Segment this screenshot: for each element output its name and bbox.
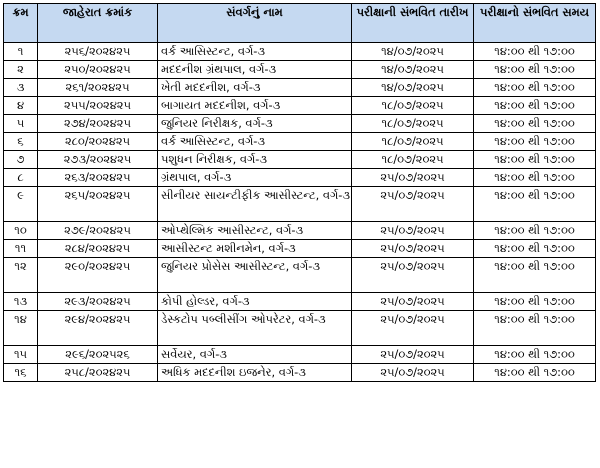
- header-post-name: સંવર્ગનું નામ: [158, 4, 352, 43]
- table-body: [4, 43, 596, 382]
- exam-time-cell: ૧૪:૦૦ થી ૧૭:૦૦: [474, 346, 596, 364]
- serial-cell: ૧૬: [4, 364, 38, 382]
- exam-time-cell: ૧૪:૦૦ થી ૧૭:૦૦: [474, 43, 596, 61]
- serial-cell: ૬: [4, 133, 38, 151]
- post-name-cell: જુનિયર પ્રોસેસ આસીસ્ટન્ટ, વર્ગ-૩: [158, 258, 352, 293]
- exam-time-cell: ૧૪:૦૦ થી ૧૭:૦૦: [474, 293, 596, 311]
- exam-date-cell: ૧૮/૦૭/૨૦૨૫: [352, 115, 474, 133]
- advertisement-number-cell: ૨૫૫/૨૦૨૪૨૫: [38, 97, 158, 115]
- advertisement-number-cell: ૨૬૫/૨૦૨૪૨૫: [38, 187, 158, 222]
- advertisement-number-cell: ૨૬૧/૨૦૨૪૨૫: [38, 79, 158, 97]
- exam-date-cell: ૨૫/૦૭/૨૦૨૫: [352, 346, 474, 364]
- table-row: [4, 222, 596, 240]
- serial-cell: ૫: [4, 115, 38, 133]
- exam-date-cell: ૧૪/૦૭/૨૦૨૫: [352, 43, 474, 61]
- exam-date-cell: ૨૫/૦૭/૨૦૨૫: [352, 311, 474, 346]
- exam-date-cell: ૨૫/૦૭/૨૦૨૫: [352, 258, 474, 293]
- advertisement-number-cell: ૨૫૦/૨૦૨૪૨૫: [38, 61, 158, 79]
- exam-schedule-table: [3, 3, 596, 382]
- post-name-cell: વર્ક આસિસ્ટન્ટ, વર્ગ-૩: [158, 133, 352, 151]
- advertisement-number-cell: ૨૮૪/૨૦૨૪૨૫: [38, 240, 158, 258]
- post-name-cell: આસીસ્ટન્ટ મશીનમેન, વર્ગ-૩: [158, 240, 352, 258]
- serial-cell: ૧૪: [4, 311, 38, 346]
- exam-time-cell: ૧૪:૦૦ થી ૧૭:૦૦: [474, 169, 596, 187]
- serial-cell: ૯: [4, 187, 38, 222]
- exam-date-cell: ૨૫/૦૭/૨૦૨૫: [352, 187, 474, 222]
- table-row: [4, 240, 596, 258]
- post-name-cell: જુનિયર નિરીક્ષક, વર્ગ-૩: [158, 115, 352, 133]
- exam-time-cell: ૧૪:૦૦ થી ૧૭:૦૦: [474, 240, 596, 258]
- table-row: [4, 115, 596, 133]
- serial-cell: ૧૧: [4, 240, 38, 258]
- table-row: [4, 133, 596, 151]
- advertisement-number-cell: ૨૭૩/૨૦૨૪૨૫: [38, 151, 158, 169]
- table-row: [4, 293, 596, 311]
- table-row: [4, 79, 596, 97]
- header-exam-date: પરીક્ષાની સંભવિત તારીખ: [352, 4, 474, 43]
- table-row: [4, 311, 596, 346]
- exam-date-cell: ૨૫/૦૭/૨૦૨૫: [352, 222, 474, 240]
- advertisement-number-cell: ૨૯૬/૨૦૨૫૨૬: [38, 346, 158, 364]
- table-row: [4, 97, 596, 115]
- table-row: [4, 364, 596, 382]
- exam-time-cell: ૧૪:૦૦ થી ૧૭:૦૦: [474, 258, 596, 293]
- post-name-cell: કોપી હોલ્ડર, વર્ગ-૩: [158, 293, 352, 311]
- header-serial: ક્રમ: [4, 4, 38, 43]
- post-name-cell: ડેસ્કટોપ પબ્લીસીંગ ઓપરેટર, વર્ગ-૩: [158, 311, 352, 346]
- header-advertisement-number: જાહેરાત ક્રમાંક: [38, 4, 158, 43]
- table-row: [4, 169, 596, 187]
- table-row: [4, 43, 596, 61]
- table-row: [4, 61, 596, 79]
- post-name-cell: મદદનીશ ગ્રંથપાલ, વર્ગ-૩: [158, 61, 352, 79]
- post-name-cell: સીનીયર સાયન્ટીફીક આસીસ્ટન્ટ, વર્ગ-૩: [158, 187, 352, 222]
- serial-cell: ૭: [4, 151, 38, 169]
- exam-time-cell: ૧૪:૦૦ થી ૧૭:૦૦: [474, 133, 596, 151]
- exam-time-cell: ૧૪:૦૦ થી ૧૭:૦૦: [474, 61, 596, 79]
- exam-date-cell: ૨૫/૦૭/૨૦૨૫: [352, 169, 474, 187]
- exam-date-cell: ૧૮/૦૭/૨૦૨૫: [352, 133, 474, 151]
- advertisement-number-cell: ૨૫૬/૨૦૨૪૨૫: [38, 43, 158, 61]
- exam-time-cell: ૧૪:૦૦ થી ૧૭:૦૦: [474, 97, 596, 115]
- post-name-cell: બાગાયત મદદનીશ, વર્ગ-૩: [158, 97, 352, 115]
- exam-time-cell: ૧૪:૦૦ થી ૧૭:૦૦: [474, 311, 596, 346]
- serial-cell: ૧૦: [4, 222, 38, 240]
- table-row: [4, 346, 596, 364]
- advertisement-number-cell: ૨૭૯/૨૦૨૪૨૫: [38, 222, 158, 240]
- advertisement-number-cell: ૨૯૦/૨૦૨૪૨૫: [38, 258, 158, 293]
- table-row: [4, 258, 596, 293]
- header-row: [4, 4, 596, 43]
- exam-date-cell: ૧૪/૦૭/૨૦૨૫: [352, 61, 474, 79]
- exam-time-cell: ૧૪:૦૦ થી ૧૭:૦૦: [474, 115, 596, 133]
- exam-time-cell: ૧૪:૦૦ થી ૧૭:૦૦: [474, 364, 596, 382]
- advertisement-number-cell: ૨૭૪/૨૦૨૪૨૫: [38, 115, 158, 133]
- table-row: [4, 187, 596, 222]
- exam-date-cell: ૨૫/૦૭/૨૦૨૫: [352, 240, 474, 258]
- exam-time-cell: ૧૪:૦૦ થી ૧૭:૦૦: [474, 222, 596, 240]
- serial-cell: ૨: [4, 61, 38, 79]
- serial-cell: ૧૨: [4, 258, 38, 293]
- serial-cell: ૪: [4, 97, 38, 115]
- serial-cell: ૩: [4, 79, 38, 97]
- exam-time-cell: ૧૪:૦૦ થી ૧૭:૦૦: [474, 187, 596, 222]
- serial-cell: ૧: [4, 43, 38, 61]
- post-name-cell: વર્ક આસિસ્ટન્ટ, વર્ગ-૩: [158, 43, 352, 61]
- serial-cell: ૮: [4, 169, 38, 187]
- post-name-cell: ખેતી મદદનીશ, વર્ગ-૩: [158, 79, 352, 97]
- post-name-cell: સર્વેયર, વર્ગ-૩: [158, 346, 352, 364]
- table-header: [4, 4, 596, 43]
- exam-date-cell: ૨૫/૦૭/૨૦૨૫: [352, 364, 474, 382]
- advertisement-number-cell: ૨૯૩/૨૦૨૪૨૫: [38, 293, 158, 311]
- post-name-cell: અધિક મદદનીશ ઇજનેર, વર્ગ-૩: [158, 364, 352, 382]
- exam-date-cell: ૧૮/૦૭/૨૦૨૫: [352, 151, 474, 169]
- post-name-cell: ગ્રંથપાલ, વર્ગ-૩: [158, 169, 352, 187]
- post-name-cell: ઓપ્થેલ્મિક આસીસ્ટન્ટ, વર્ગ-૩: [158, 222, 352, 240]
- exam-date-cell: ૧૮/૦૭/૨૦૨૫: [352, 97, 474, 115]
- advertisement-number-cell: ૨૫૮/૨૦૨૪૨૫: [38, 364, 158, 382]
- table-row: [4, 151, 596, 169]
- serial-cell: ૧૩: [4, 293, 38, 311]
- serial-cell: ૧૫: [4, 346, 38, 364]
- header-exam-time: પરીક્ષાનો સંભવિત સમય: [474, 4, 596, 43]
- exam-time-cell: ૧૪:૦૦ થી ૧૭:૦૦: [474, 151, 596, 169]
- advertisement-number-cell: ૨૬૩/૨૦૨૪૨૫: [38, 169, 158, 187]
- advertisement-number-cell: ૨૯૪/૨૦૨૪૨૫: [38, 311, 158, 346]
- advertisement-number-cell: ૨૮૦/૨૦૨૪૨૫: [38, 133, 158, 151]
- exam-date-cell: ૧૪/૦૭/૨૦૨૫: [352, 79, 474, 97]
- exam-date-cell: ૨૫/૦૭/૨૦૨૫: [352, 293, 474, 311]
- post-name-cell: પશુધન નિરીક્ષક, વર્ગ-૩: [158, 151, 352, 169]
- exam-time-cell: ૧૪:૦૦ થી ૧૭:૦૦: [474, 79, 596, 97]
